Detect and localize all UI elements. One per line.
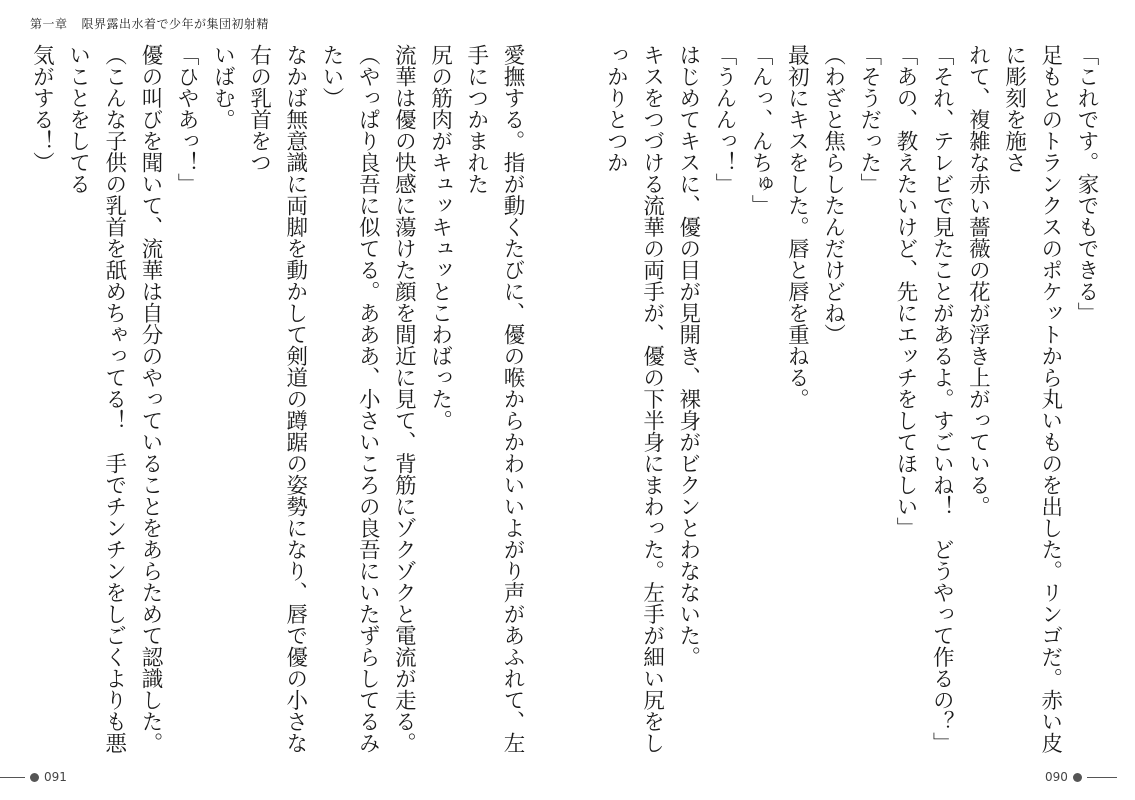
text-line xyxy=(594,44,597,759)
right-page-number: 090 xyxy=(1045,770,1068,784)
text-line: 気がする！） xyxy=(29,44,55,173)
text-line: キスをつづける流華の両手が、優の下半身にまわった。左手が細い尻をしっかりとつか xyxy=(603,44,665,754)
text-line xyxy=(20,44,23,759)
right-page-folio xyxy=(1045,765,1135,789)
text-line: （やっぱり良吾に似てる。あああ、小さいころの良吾にいたずらしてるみたい） xyxy=(318,44,381,754)
text-line: なかば無意識に両脚を動かして剣道の蹲踞の姿勢になり、唇で優の小さな右の乳首をつ xyxy=(246,44,308,754)
text-line: 「これです。家でもできる」 xyxy=(1074,44,1099,324)
text-line: 愛撫する。指が動くたびに、優の喉からかわいいよがり声があふれて、左手につかまれた xyxy=(463,44,525,754)
text-line: 「そうだった」 xyxy=(856,44,882,195)
text-line: 最初にキスをした。唇と唇を重ねる。 xyxy=(784,44,810,410)
folio-dot xyxy=(1073,773,1082,782)
text-line: れて、複雑な赤い薔薇の花が浮き上がっている。 xyxy=(965,44,991,517)
text-line: 足もとのトランクスのポケットから丸いものを出した。リンゴだ。赤い皮に彫刻を施さ xyxy=(1001,44,1063,754)
text-line: （わざと焦らしたんだけどね） xyxy=(820,44,846,345)
left-page-folio xyxy=(0,765,90,789)
chapter-running-header xyxy=(30,15,269,32)
chapter-number: 第一章 xyxy=(30,17,68,31)
text-line: 流華は優の快感に蕩けた顔を間近に見て、背筋にゾクゾクと電流が走る。 xyxy=(391,44,417,754)
text-line: 「んっ、んちゅ」 xyxy=(748,44,774,216)
folio-rule xyxy=(1087,777,1117,778)
left-page-number: 091 xyxy=(44,770,67,784)
folio-rule xyxy=(0,777,25,778)
text-line: いばむ。 xyxy=(210,44,236,130)
text-line: 「それ、テレビで見たことがあるよ。すごいね！ どうやって作るの？」 xyxy=(929,44,955,754)
folio-dot xyxy=(30,773,39,782)
text-line: 優の叫びを聞いて、流華は自分のやっていることをあらためて認識した。 xyxy=(137,44,163,754)
right-page-text xyxy=(594,44,1104,759)
text-line: 「あの、教えたいけど、先にエッチをしてほしい」 xyxy=(892,44,918,539)
text-line: 「ひやあっ！」 xyxy=(174,44,200,195)
text-line: （こんな子供の乳首を舐めちゃってる！ 手でチンチンをしごくよりも悪いことをしてる xyxy=(65,44,127,754)
text-line: はじめてキスに、優の目が見開き、裸身がビクンとわなないた。 xyxy=(675,44,701,668)
text-line: 尻の筋肉がキュッキュッとこわばった。 xyxy=(427,44,453,431)
chapter-title: 限界露出水着で少年が集団初射精 xyxy=(81,17,270,31)
left-page-text xyxy=(20,44,530,759)
text-line: 「うんんっ！」 xyxy=(711,44,737,195)
